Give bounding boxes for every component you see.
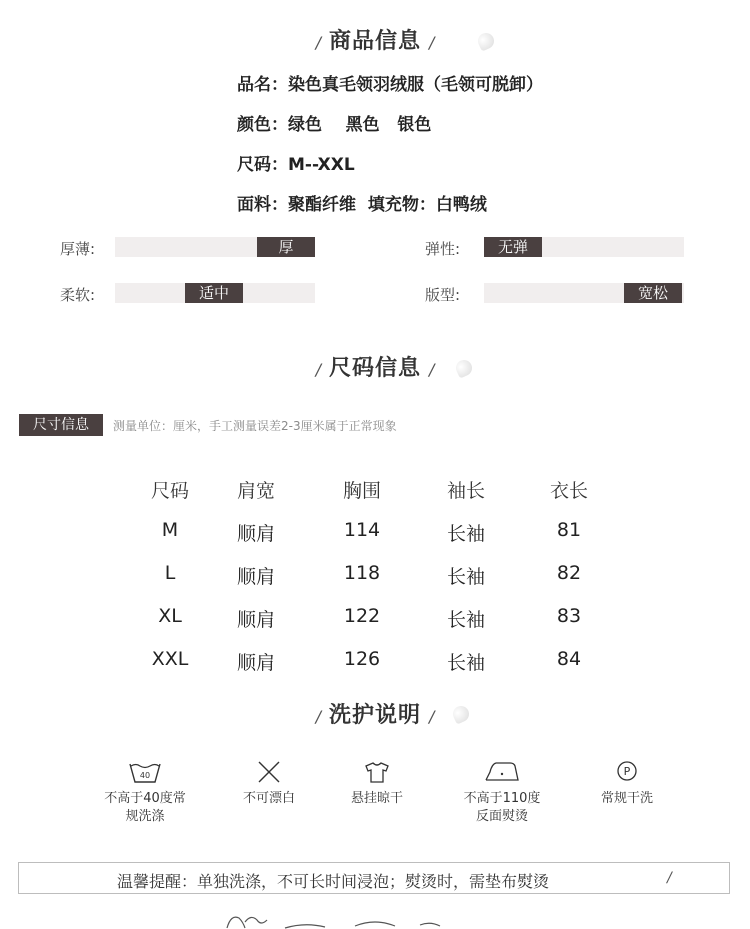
care-label: 反面熨烫 bbox=[475, 809, 528, 824]
softness-value: 适中 bbox=[185, 283, 243, 303]
reminder-slash: / bbox=[667, 870, 672, 886]
elasticity-value: 无弹 bbox=[484, 237, 542, 257]
table-cell: 顺肩 bbox=[236, 523, 275, 545]
table-cell: 长袖 bbox=[446, 523, 485, 545]
care-info-heading: / 洗护说明 / bbox=[315, 703, 435, 728]
fit-value: 宽松 bbox=[624, 283, 682, 303]
iron-icon bbox=[482, 760, 522, 784]
product-color: 颜色：绿色 黑色 银色 bbox=[237, 115, 432, 135]
table-cell: 长袖 bbox=[446, 652, 485, 674]
care-item-hang-dry bbox=[322, 760, 432, 808]
care-item-wash bbox=[90, 760, 200, 826]
product-name: 品名：染色真毛领羽绒服（毛领可脱卸） bbox=[237, 75, 543, 95]
care-label: 不可漂白 bbox=[242, 791, 295, 806]
care-label: 不高于110度 bbox=[463, 791, 541, 806]
fit-bar bbox=[484, 283, 684, 303]
table-cell: 84 bbox=[556, 648, 582, 670]
column-header: 肩宽 bbox=[236, 480, 275, 502]
column-header: 尺码 bbox=[150, 480, 189, 502]
size-measure-tag: 尺寸信息 bbox=[19, 414, 103, 436]
table-cell: 顺肩 bbox=[236, 609, 275, 631]
table-cell: 长袖 bbox=[446, 566, 485, 588]
table-cell: 83 bbox=[556, 605, 582, 627]
product-fabric: 面料：聚酯纤维 填充物：白鸭绒 bbox=[237, 195, 487, 215]
no-bleach-icon bbox=[251, 760, 287, 784]
svg-text:40: 40 bbox=[139, 771, 151, 780]
table-cell: 长袖 bbox=[446, 609, 485, 631]
elasticity-label: 弹性: bbox=[425, 240, 461, 258]
fit-label: 版型: bbox=[425, 286, 461, 304]
softness-bar bbox=[115, 283, 315, 303]
column-header: 袖长 bbox=[446, 480, 485, 502]
table-cell: 114 bbox=[343, 519, 381, 541]
thickness-value: 厚 bbox=[257, 237, 315, 257]
care-label: 常规干洗 bbox=[600, 791, 653, 806]
decorative-script-flourish bbox=[215, 908, 475, 929]
thickness-label: 厚薄: bbox=[60, 240, 96, 258]
product-info-heading: / 商品信息 / bbox=[315, 29, 435, 54]
care-label: 不高于40度常 bbox=[104, 791, 186, 806]
thickness-bar bbox=[115, 237, 315, 257]
wash-40-icon bbox=[127, 760, 163, 784]
table-cell: XXL bbox=[151, 648, 189, 670]
column-header: 衣长 bbox=[549, 480, 588, 502]
table-cell: 118 bbox=[343, 562, 381, 584]
size-info-heading: / 尺码信息 / bbox=[315, 356, 435, 381]
table-cell: 122 bbox=[343, 605, 381, 627]
table-cell: 82 bbox=[556, 562, 582, 584]
dry-clean-icon bbox=[609, 760, 645, 784]
care-label: 悬挂晾干 bbox=[350, 791, 403, 806]
column-header: 胸围 bbox=[342, 480, 381, 502]
reminder-text: 温馨提醒：单独洗涤，不可长时间浸泡；熨烫时，需垫布熨烫 bbox=[117, 872, 550, 891]
care-item-iron bbox=[447, 760, 557, 826]
softness-label: 柔软: bbox=[60, 286, 96, 304]
reminder-box bbox=[18, 862, 730, 894]
elasticity-bar bbox=[484, 237, 684, 257]
table-cell: 顺肩 bbox=[236, 652, 275, 674]
care-item-dry-clean bbox=[572, 760, 682, 808]
table-cell: 126 bbox=[343, 648, 381, 670]
care-item-no-bleach bbox=[214, 760, 324, 808]
table-cell: 81 bbox=[556, 519, 582, 541]
care-label: 规洗涤 bbox=[125, 809, 165, 824]
table-cell: M bbox=[161, 519, 179, 541]
hang-dry-icon bbox=[359, 760, 395, 784]
table-cell: L bbox=[164, 562, 176, 584]
size-measure-note: 测量单位：厘米，手工测量误差2-3厘米属于正常现象 bbox=[113, 419, 397, 433]
table-cell: 顺肩 bbox=[236, 566, 275, 588]
product-size: 尺码：M--XXL bbox=[237, 155, 355, 175]
table-cell: XL bbox=[158, 605, 182, 627]
svg-text:P: P bbox=[623, 765, 631, 778]
